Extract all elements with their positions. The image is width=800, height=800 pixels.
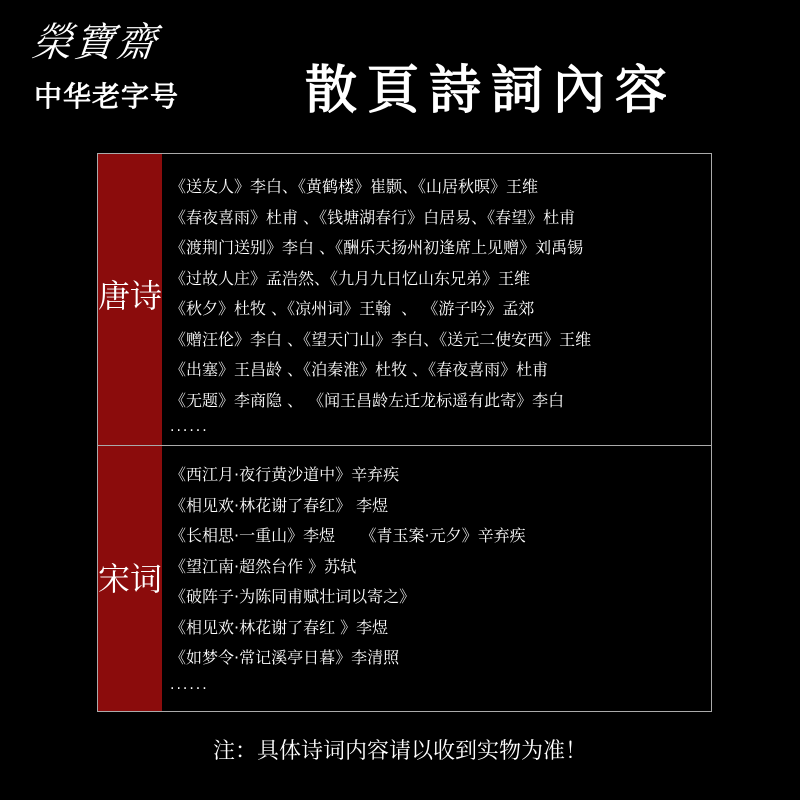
list-item: 《无题》李商隐 、 《闻王昌龄左迁龙标遥有此寄》李白 (170, 390, 565, 410)
list-item: 《西江月·夜行黄沙道中》辛弃疾 (170, 465, 400, 484)
list-item: 《如梦令·常记溪亭日暮》李清照 (170, 648, 400, 667)
list-item: 《过故人庄》孟浩然、《九月九日忆山东兄弟》王维 (170, 268, 531, 288)
poem-table (97, 153, 712, 712)
poem-list-tang (170, 172, 591, 447)
list-item: 《望江南·超然台作 》苏轼 (170, 556, 357, 576)
section-label-song (98, 446, 162, 711)
brand-subtitle: 中华老字号 (34, 80, 180, 113)
footer-note: 注：具体诗词内容请以收到实物为准！ (212, 739, 587, 764)
list-item: 《相见欢·林花谢了春红 》李煜 (170, 617, 389, 637)
list-ellipsis: ······ (170, 423, 209, 439)
list-item: 《渡荆门送别》李白 、《酬乐天扬州初逢席上见赠》刘禹锡 (170, 238, 584, 257)
brand-logo (29, 18, 192, 118)
section-tang-poems (98, 154, 711, 446)
brand-name: 榮寶齋 (29, 20, 161, 66)
section-label-tang (98, 154, 162, 445)
list-item: 《相见欢·林花谢了春红》 李煜 (170, 495, 389, 515)
list-item: 《春夜喜雨》杜甫 、《钱塘湖春行》白居易、《春望》杜甫 (170, 207, 576, 227)
section-label-text: 唐诗 (98, 276, 163, 315)
list-ellipsis: ······ (170, 680, 209, 697)
page-title: 散頁詩詞內容 (305, 60, 678, 121)
list-item: 《送友人》李白、《黄鹤楼》崔颢、《山居秋暝》王维 (170, 177, 539, 196)
list-item: 《长相思·一重山》李煜 《青玉案·元夕》辛弃疾 (170, 526, 526, 545)
list-item: 《秋夕》杜牧 、《凉州词》王翰 、 《游子吟》孟郊 (170, 299, 535, 318)
section-label-text: 宋词 (98, 559, 163, 598)
list-item: 《破阵子·为陈同甫赋壮词以寄之》 (170, 587, 416, 606)
poem-list-song (170, 460, 526, 704)
list-item: 《出塞》王昌龄 、《泊秦淮》杜牧 、《春夜喜雨》杜甫 (170, 360, 549, 379)
list-item: 《赠汪伦》李白 、《望天门山》李白、《送元二使安西》王维 (170, 329, 592, 349)
section-song-ci (98, 446, 711, 711)
